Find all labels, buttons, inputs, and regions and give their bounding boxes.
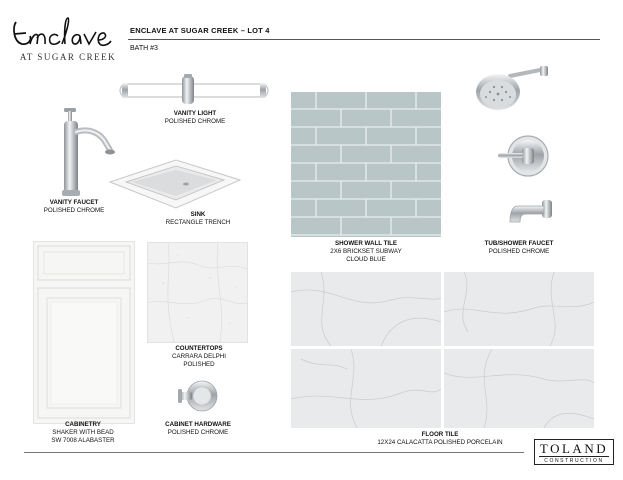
- valve-trim-image: [494, 128, 550, 184]
- vanity-faucet-caption: [38, 199, 110, 215]
- shower-wall-tile-caption: [316, 240, 416, 265]
- countertops-material: CARRARA DELPHI: [172, 353, 226, 361]
- cabinet-knob-image: [176, 376, 220, 416]
- floor-tile-swatch-4: [444, 349, 594, 428]
- shower-wall-tile-title: SHOWER WALL TILE: [334, 240, 398, 247]
- sink-caption: [158, 211, 238, 227]
- countertop-swatch: [147, 242, 248, 343]
- sink-title: SINK: [190, 211, 206, 218]
- cabinet-door-swatch: [33, 241, 135, 424]
- cabinetry-title: CABINETRY: [65, 421, 101, 428]
- cabinet-hardware-title: CABINET HARDWARE: [165, 421, 231, 428]
- tub-shower-faucet-title: TUB/SHOWER FAUCET: [484, 240, 554, 247]
- floor-tile-caption: [340, 431, 540, 447]
- floor-tile-swatch-1: [291, 272, 441, 346]
- toland-logo-sub: CONSTRUCTION: [539, 456, 609, 464]
- vanity-light-caption: [160, 110, 230, 126]
- floor-tile-swatch-2: [444, 272, 594, 346]
- vanity-light-image: [118, 72, 270, 106]
- floor-tile-spec: 12X24 CALACATTA POLISHED PORCELAIN: [377, 439, 503, 447]
- tub-shower-faucet-caption: [474, 240, 564, 256]
- shower-head-image: [470, 62, 550, 122]
- cabinet-hardware-spec: POLISHED CHROME: [167, 429, 229, 437]
- vanity-light-spec: POLISHED CHROME: [164, 118, 226, 126]
- toland-logo: [534, 439, 614, 465]
- tub-spout-image: [506, 198, 554, 234]
- enclave-logo: [10, 14, 122, 54]
- cabinetry-style: SHAKER WITH BEAD: [52, 429, 114, 437]
- countertops-caption: [154, 345, 244, 370]
- shower-wall-tile-spec: 2X6 BRICKSET SUBWAY: [330, 248, 402, 256]
- cabinetry-color: SW 7008 ALABASTER: [51, 437, 115, 445]
- countertops-finish: POLISHED: [183, 361, 215, 369]
- vanity-faucet-spec: POLISHED CHROME: [43, 207, 105, 215]
- floor-tile-title: FLOOR TILE: [421, 431, 459, 438]
- shower-wall-tile-color: CLOUD BLUE: [346, 256, 386, 264]
- header-divider: [128, 39, 600, 40]
- shower-wall-tile-swatch: [291, 92, 441, 237]
- floor-tile-swatch-3: [291, 349, 441, 428]
- cabinet-hardware-caption: [158, 421, 238, 437]
- countertops-title: COUNTERTOPS: [175, 345, 223, 352]
- cabinetry-caption: [38, 421, 128, 446]
- room-label: BATH #3: [130, 45, 158, 52]
- tub-shower-faucet-spec: POLISHED CHROME: [488, 248, 550, 256]
- vanity-faucet-title: VANITY FAUCET: [49, 199, 99, 206]
- footer-divider: [24, 452, 524, 453]
- sink-image: [106, 158, 244, 210]
- sink-spec: RECTANGLE TRENCH: [165, 219, 231, 227]
- logo-subtitle: AT SUGAR CREEK: [19, 52, 117, 62]
- vanity-light-title: VANITY LIGHT: [173, 110, 217, 117]
- toland-logo-name: TOLAND: [539, 441, 609, 456]
- project-title: ENCLAVE AT SUGAR CREEK – LOT 4: [130, 26, 270, 35]
